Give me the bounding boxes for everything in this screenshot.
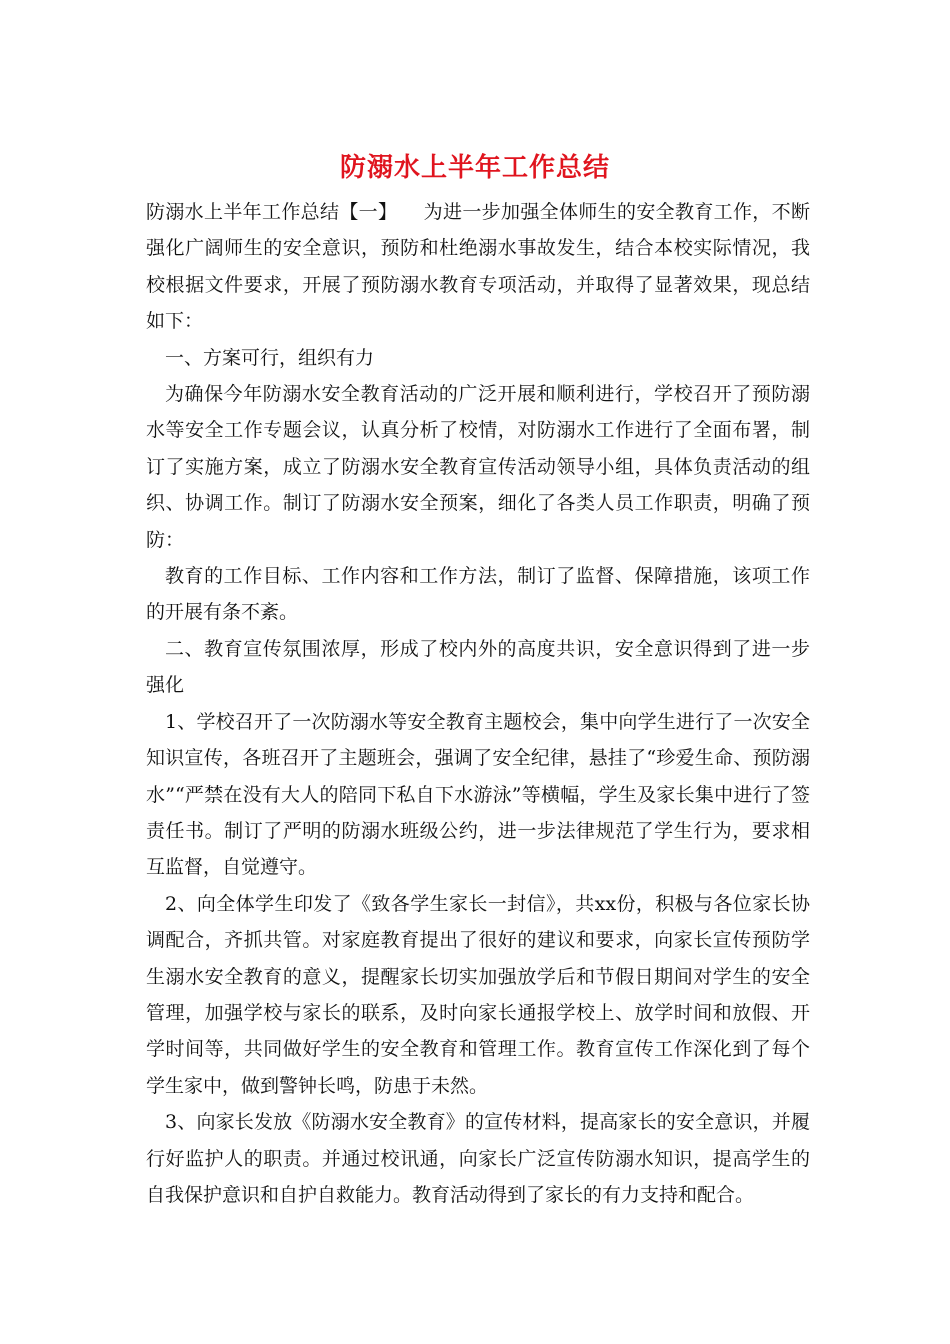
intro-label: 防溺水上半年工作总结【一】 xyxy=(146,201,398,223)
list-item-1: 1、学校召开了一次防溺水等安全教育主题校会，集中向学生进行了一次安全知识宣传，各班召开了主题班会，强调了安全纪律，悬挂了“珍爱生命、预防溺水”“严禁在没有大人的陪同下私自下水游泳”等横幅，学生及家长集中进行了签责任书。制订了严明的防溺水班级公约，进一步法律规范了学生行为，要求相互监督，自觉遵守。 xyxy=(146,710,810,879)
document-title: 防溺水上半年工作总结 xyxy=(339,153,610,183)
section-heading-1: 一、方案可行，组织有力 xyxy=(165,346,375,369)
section1-paragraph-1: 为确保今年防溺水安全教育活动的广泛开展和顺利进行，学校召开了预防溺水等安全工作专题会议，认真分析了校情，对防溺水工作进行了全面布署，制订了实施方案，成立了防溺水安全教育宣传活动领导小组，具体负责活动的组织、协调工作。制订了防溺水安全预案，细化了各类人员工作职责，明确了预防： xyxy=(146,383,810,551)
section-heading-2: 二、教育宣传氛围浓厚，形成了校内外的高度共识，安全意识得到了进一步强化 xyxy=(146,637,810,697)
list-item-2: 2、向全体学生印发了《致各学生家长一封信》，共xx份，积极与各位家长协调配合，齐抓共管。对家庭教育提出了很好的建议和要求，向家长宣传预防学生溺水安全教育的意义，提醒家长切实加强放学后和节假日期间对学生的安全管理，加强学校与家长的联系，及时向家长通报学校上、放学时间和放假、开学时间等，共同做好学生的安全教育和管理工作。教育宣传工作深化到了每个学生家中，做到警钟长鸣，防患于未然。 xyxy=(146,892,810,1097)
intro-paragraph xyxy=(146,194,810,340)
document-body xyxy=(146,194,810,1213)
section1-paragraph-2: 教育的工作目标、工作内容和工作方法，制订了监督、保障措施，该项工作的开展有条不紊。 xyxy=(146,565,810,624)
intro-text: 为进一步加强全体师生的安全教育工作，不断强化广阔师生的安全意识，预防和杜绝溺水事故发生，结合本校实际情况，我校根据文件要求，开展了预防溺水教育专项活动，并取得了显著效果，现总结如下： xyxy=(146,201,810,333)
list-item-3: 3、向家长发放《防溺水安全教育》的宣传材料，提高家长的安全意识，并履行好监护人的职责。并通过校讯通，向家长广泛宣传防溺水知识，提高学生的自我保护意识和自护自救能力。教育活动得到了家长的有力支持和配合。 xyxy=(146,1111,810,1206)
